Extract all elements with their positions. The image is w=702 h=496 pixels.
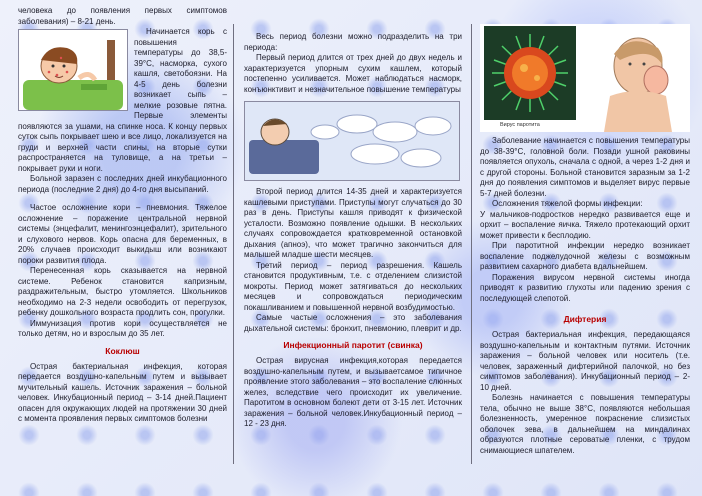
measles-incubation-text: человека до появления первых симптомов заболевания) – 8-21 день. (18, 6, 227, 26)
column-mumps-diphtheria (474, 0, 702, 496)
first-period-text: Первый период длится от трех дней до двух недель и характеризуется упорным сухим кашлем, который постепенно усиливается. Может наблюдаться насморк, конъюнктивит и незначительное повышение температуры (244, 53, 462, 94)
column-measles (0, 0, 233, 496)
pancreatitis-text: При паротитной инфекции нередко возникает воспаление поджелудочной железы с возможным развитием сахарного диабета вдальнейшем. (480, 241, 690, 271)
diphtheria-description: Острая бактериальная инфекция, передающаяся воздушно-капельным и контактным путями. Источник заражения – больной человек или носитель (т.е. человек, зараженный дифтерийной палочкой, но без симптомов заболевания). Инкубационный период – 2-10 дней. (480, 330, 690, 392)
third-period-text: Третий период – период разрешения. Кашель становится продуктивным, т.е. с отделением слизистой мокроты. Период может затягиваться до нескольких месяцев и сопровождаться периодическим покашливанием и повышенной нервной возбудимостью. (244, 260, 462, 312)
measles-immunization-text: Иммунизация против кори осуществляется не только детям, но и взрослым до 35 лет. (18, 318, 227, 338)
column-separator-right (471, 24, 472, 464)
periods-intro-text: Весь период болезни можно подразделить на три периода: (244, 32, 462, 52)
coughing-child-icon (245, 102, 460, 181)
column-separator-left (233, 24, 234, 464)
diphtheria-heading: Дифтерия (563, 314, 607, 324)
measles-symptoms-text: Начинается корь с повышения температуры до 38,5-39°С, насморка, сухого кашля, светобоязни. На 4-5 день болезни возникает сыпь – мелкие розовые пятна. Первые элементы появляются за ушами, на спинке носа. К концу первых суток сыпь покрывает шею и все лицо, локализуется на груди и верхней части спины, на вторые сутки распространяется на туловище, а на третьи – покрывает руки и ноги. (18, 27, 227, 173)
mumps-description: Острая вирусная инфекция,которая передается воздушно-капельным путем, и вызываетсамое типичное проявление этого заболевания – это воспаление слюнных желез, вследствие чего происходит их увеличение. Паротитом в основном болеют дети от 3-15 лет. Источник заражения – больной человек.Инкубационный период – 12 - 23 дня. (244, 356, 462, 428)
measles-contagious-text: Больной заразен с последних дней инкубационного периода (последние 2 дня) до 4-го дня высыпаний. (18, 174, 227, 194)
mumps-heading: Инфекционный паротит (свинка) (283, 340, 423, 350)
mumps-virus-icon (480, 24, 690, 132)
column-whooping-cough (236, 0, 470, 496)
whooping-cough-description: Острая бактериальная инфекция, которая передается воздушно-капельным путем и вызывает мучительный кашель. Источник заражения – больной человек. Инкубационный период – 3-14 дней.Пациент опасен для окружающих людей на протяжении 30 дней с момента проявления первых симптомов болезни (18, 361, 227, 423)
sick-child-icon (19, 30, 128, 111)
orchitis-text: У мальчиков-подростков нередко развивается еще и орхит – воспаление яичка. Тяжело протекающий орхит может привести к бесплодию. (480, 209, 690, 240)
sick-child-in-bed-illustration (18, 29, 128, 111)
virus-caption: Вирус паротита (500, 122, 540, 128)
measles-nervous-system-text: Перенесенная корь сказывается на нервной системе. Ребенок становится капризным, раздражительным, быстро утомляется. Школьников необходимо на 2-3 недели освободить от перегрузок, ребенку дошкольного возраста продлить сон, прогулки. (18, 266, 227, 317)
mumps-onset-text: Заболевание начинается с повышения температуры до 38-39°С, головной боли. Позади ушной раковины появляется опухоль, сначала с одной, а через 1-2 дня и с другой стороны. Больной становится заразным за 1-2 дня до появления симптомов и выделяет вирус первые 5-7 дней болезни. (480, 136, 690, 198)
nervous-system-damage-text: Поражения вирусом нервной системы иногда приводят к развитию глухоты или падению зрения с последующей слепотой. (480, 272, 690, 303)
coughing-child-illustration (244, 101, 460, 181)
whooping-cough-heading: Коклюш (105, 345, 140, 356)
second-period-text: Второй период длится 14-35 дней и характеризуется кашлевыми приступами. Приступы могут случаться до 30 раз в день. Приступы кашля приводят к физической усталости. Возможно появление одышки. В нескольких случаях сопровождается кратковременной остановкой дыхания (апноэ), что может трагично закончиться для малышей младше шести месяцев. (244, 187, 462, 259)
diphtheria-symptoms-text: Болезнь начинается с повышения температуры тела, обычно не выше 38°С, появляются небольшая болезненность, умеренное покраснение слизистых оболочек зева, в дальнейшем на миндалинах образуются плотные сероватые пленки, с трудом снимающиеся шпателем. (480, 393, 690, 455)
mumps-virus-and-child-illustration (480, 24, 690, 132)
whooping-complications-text: Самые частые осложнения – это заболевания дыхательной системы: бронхит, пневмонию, плеврит и др. (244, 313, 462, 333)
measles-complications-text: Частое осложнение кори – пневмония. Тяжелое осложнение – поражение центральной нервной системы (энцефалит, менингоэнцефалит), зрительного и слухового нервов. Корь опасна для беременных, в 20% случаев происходит выкидыш или возникают пороки развития плода. (18, 203, 227, 265)
mumps-complications-intro: Осложнения тяжелой формы инфекции: (492, 199, 643, 208)
